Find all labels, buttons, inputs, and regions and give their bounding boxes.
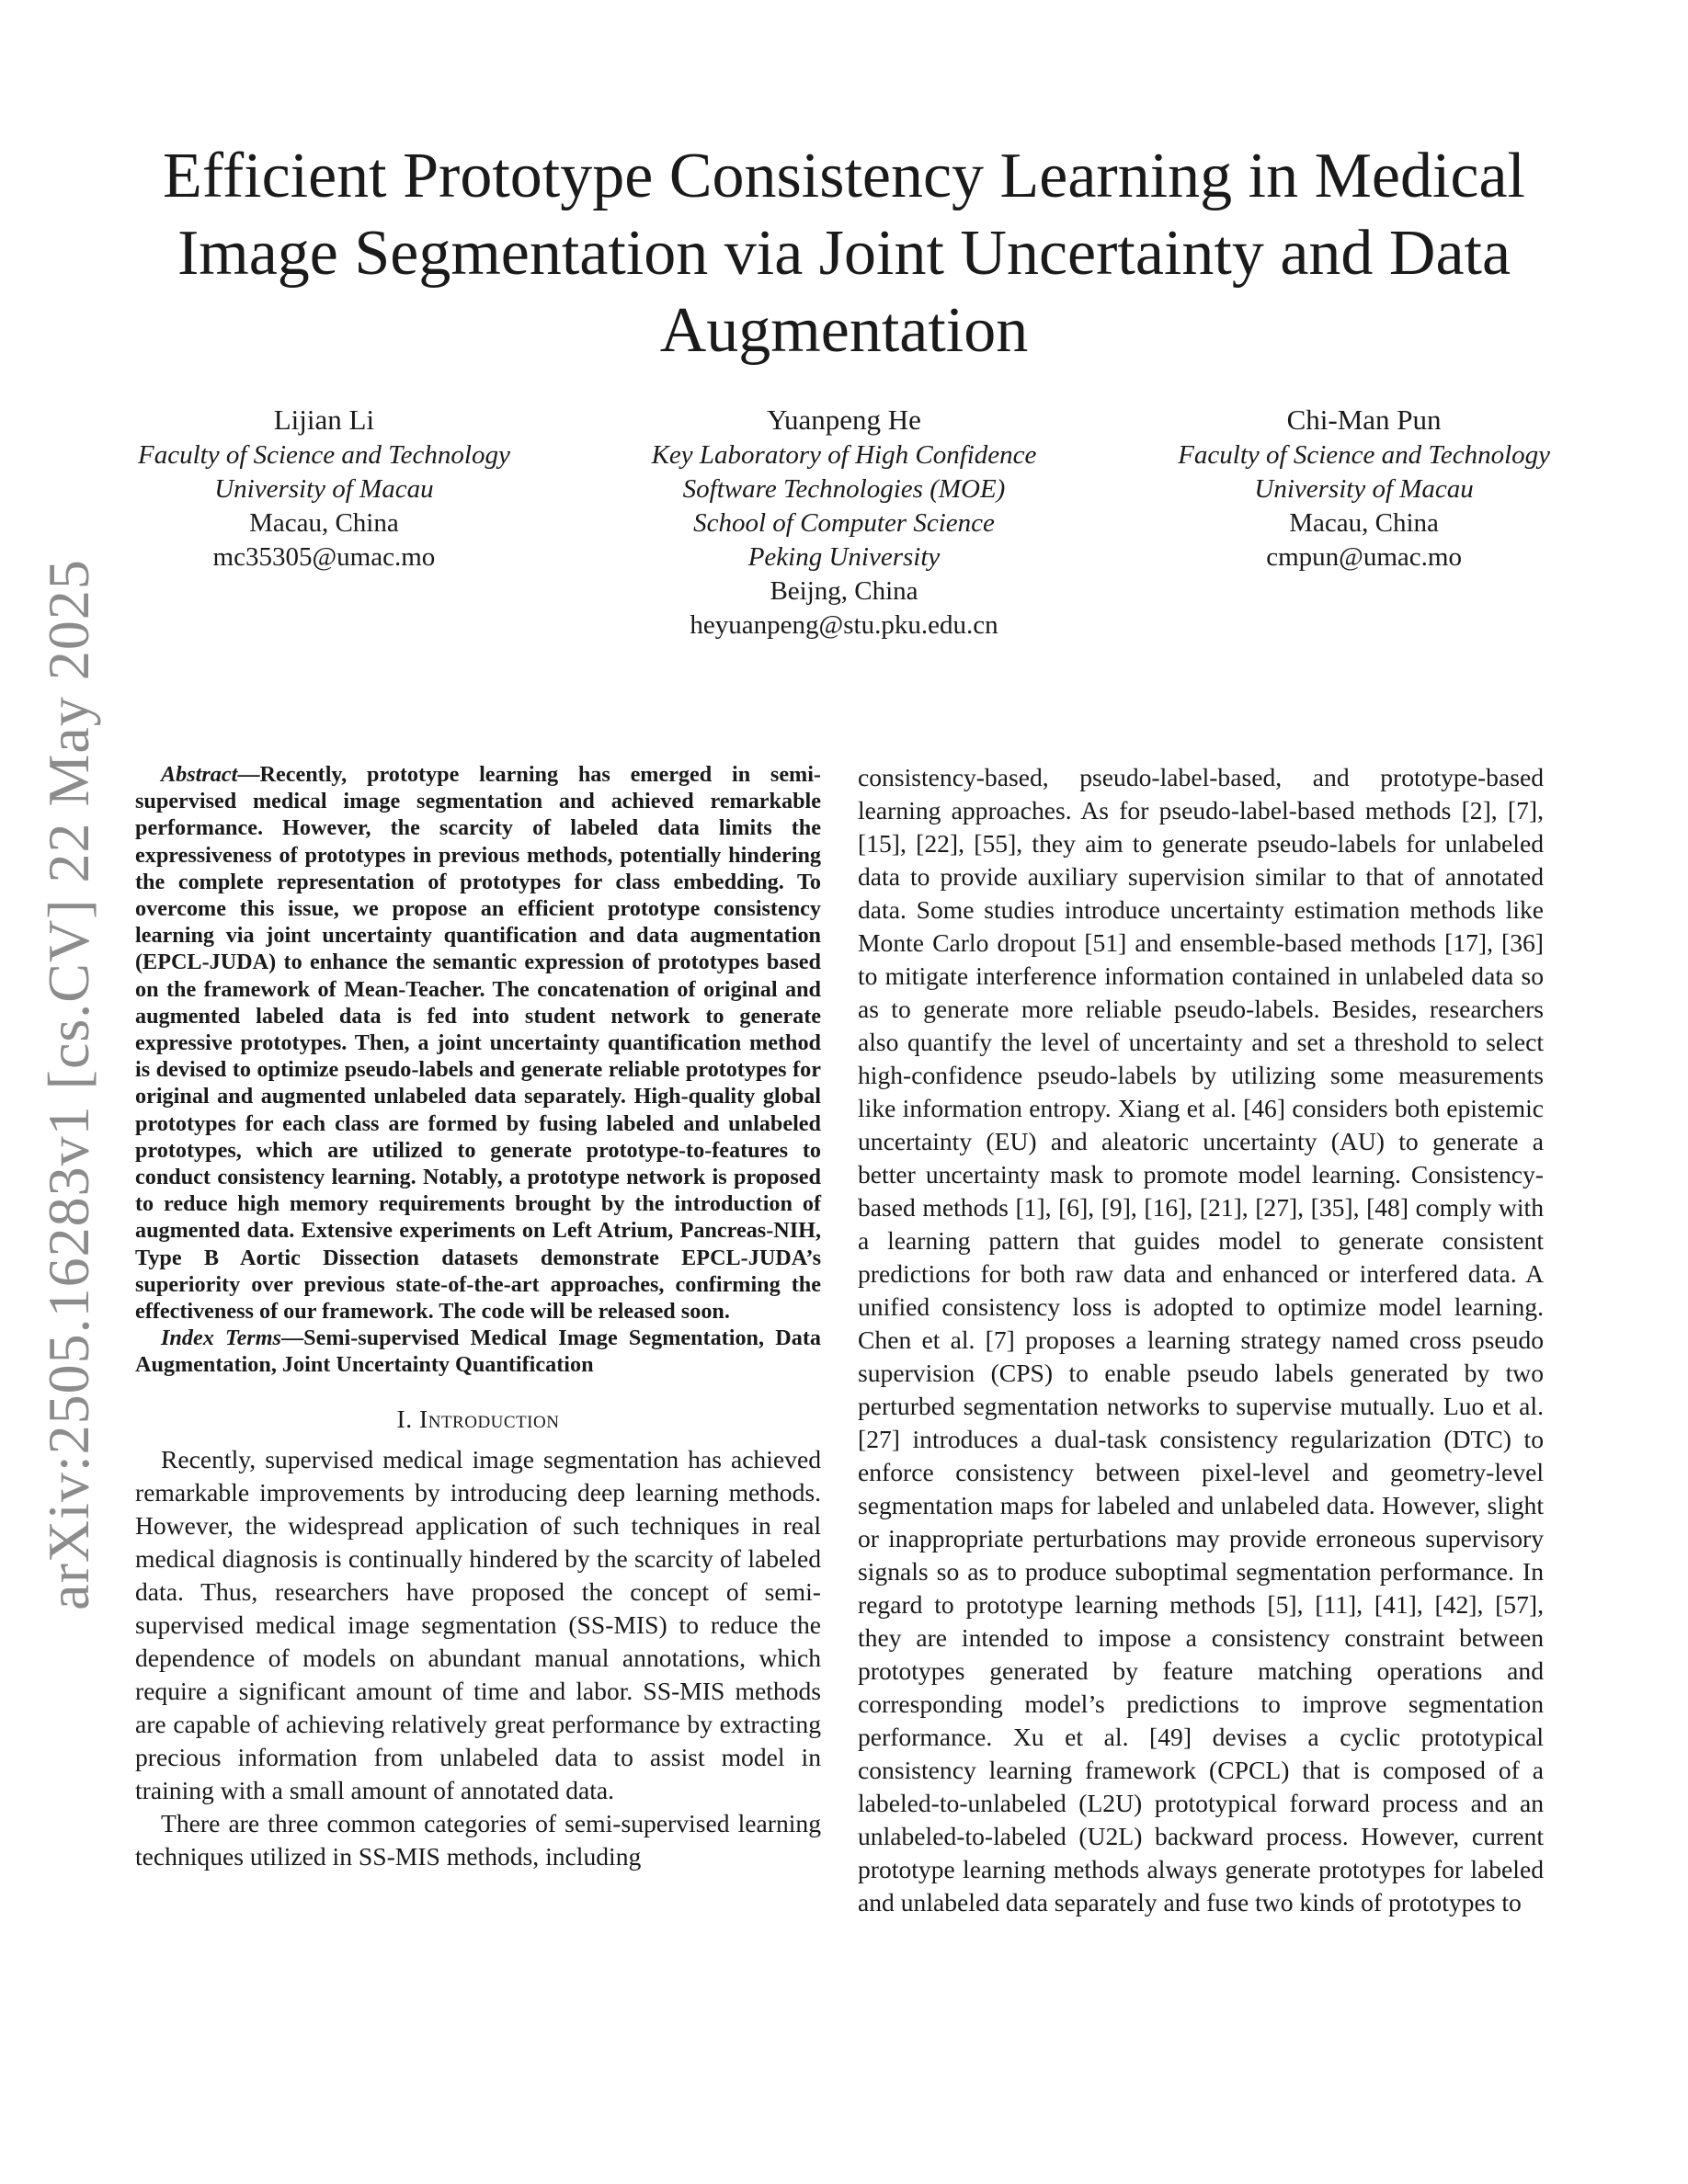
author-email: cmpun@umac.mo bbox=[1266, 542, 1462, 572]
index-terms bbox=[135, 1325, 821, 1378]
author-email: heyuanpeng@stu.pku.edu.cn bbox=[690, 610, 998, 640]
author-name: Yuanpeng He bbox=[767, 404, 921, 436]
arxiv-stamp bbox=[18, 559, 120, 1610]
author-location: Macau, China bbox=[249, 508, 399, 538]
index-terms-text: —Semi-supervised Medical Image Segmentation, Data Augmentation, Joint Uncertainty Quantification bbox=[135, 1325, 821, 1378]
author-location: Beijng, China bbox=[770, 576, 918, 606]
author-affiliation: Peking University bbox=[747, 542, 941, 572]
section-heading bbox=[135, 1403, 821, 1436]
author-block bbox=[138, 403, 1550, 643]
right-column bbox=[858, 761, 1544, 1919]
author-name: Lijian Li bbox=[273, 404, 375, 436]
left-column bbox=[135, 761, 821, 1873]
author-affiliation: University of Macau bbox=[1254, 474, 1474, 504]
author-name: Chi-Man Pun bbox=[1286, 404, 1442, 436]
intro-paragraph-1: Recently, supervised medical image segmentation has achieved remarkable improvements by introducing deep learning methods. However, the widespread application of such techniques in real medical diagnosis is continually hindered by the scarcity of labeled data. Thus, researchers have proposed the concept of semi-supervised medical image segmentation (SS-MIS) to reduce the dependence of models on abundant manual annotations, which require a significant amount of time and labor. SS-MIS methods are capable of achieving relatively great performance by extracting precious information from unlabeled data to assist model in training with a small amount of annotated data. bbox=[135, 1444, 821, 1804]
author-3 bbox=[1178, 403, 1550, 643]
author-email: mc35305@umac.mo bbox=[212, 542, 436, 572]
intro-paragraph-2-continued: consistency-based, pseudo-label-based, and prototype-based learning approaches. As for pseudo-label-based methods [2], [7], [15], [22], [55], they aim to generate pseudo-labels for unlabeled data to provide auxiliary supervision similar to that of annotated data. Some studies introduce uncertainty estimation methods like Monte Carlo dropout [51] and ensemble-based methods [17], [36] to mitigate interference information contained in unlabeled data so as to generate more reliable pseudo-labels. Besides, researchers also quantify the level of uncertainty and set a threshold to select high-confidence pseudo-labels by utilizing some measurements like information entropy. Xiang et al. [46] considers both epistemic uncertainty (EU) and aleatoric uncertainty (AU) to generate a better uncertainty mask to promote model learning. Consistency-based methods [1], [6], [9], [16], [21], [27], [35], [48] comply with a learning pattern that guides model to generate consistent predictions for both raw data and enhanced or interfered data. A unified consistency loss is adopted to optimize model learning. Chen et al. [7] proposes a learning strategy named cross pseudo supervision (CPS) to enable pseudo labels generated by two perturbed segmentation networks to supervise mutually. Luo et al. [27] introduces a dual-task consistency regularization (DTC) to enforce consistency between pixel-level and geometry-level segmentation maps for labeled and unlabeled data. However, slight or inappropriate perturbations may provide erroneous supervisory signals so as to produce suboptimal segmentation performance. In regard to prototype learning methods [5], [11], [41], [42], [57], they are intended to impose a consistency constraint between prototypes generated by feature matching operations and corresponding model’s predictions to improve segmentation performance. Xu et al. [49] devises a cyclic prototypical consistency learning framework (CPCL) that is composed of a labeled-to-unlabeled (L2U) prototypical forward process and an unlabeled-to-labeled (U2L) backward process. However, current prototype learning methods always generate prototypes for labeled and unlabeled data separately and fuse two kinds of prototypes to bbox=[858, 763, 1544, 1917]
author-2 bbox=[652, 403, 1037, 643]
section-heading-text: I. Introduction bbox=[396, 1404, 560, 1433]
author-affiliation: Key Laboratory of High Confidence bbox=[651, 440, 1037, 470]
author-1 bbox=[138, 403, 510, 643]
author-affiliation: Faculty of Science and Technology bbox=[1178, 440, 1550, 470]
author-affiliation: School of Computer Science bbox=[693, 508, 995, 538]
paper-title: Efficient Prototype Consistency Learning in Medical Image Segmentation via Joint Uncertainty and Data Augmentation bbox=[163, 141, 1525, 366]
author-affiliation: University of Macau bbox=[214, 474, 434, 504]
index-terms-label: Index Terms bbox=[161, 1325, 281, 1351]
abstract-text: —Recently, prototype learning has emerged in semi-supervised medical image segmentation and achieved remarkable performance. However, the scarcity of labeled data limits the expressiveness of prototypes in previous methods, potentially hindering the complete representation of prototypes for class embedding. To overcome this issue, we propose an efficient prototype consistency learning via joint uncertainty quantification and data augmentation (EPCL-JUDA) to enhance the semantic expression of prototypes based on the framework of Mean-Teacher. The concatenation of original and augmented labeled data is fed into student network to generate expressive prototypes. Then, a joint uncertainty quantification method is devised to optimize pseudo-labels and generate reliable prototypes for original and augmented unlabeled data separately. High-quality global prototypes for each class are formed by fusing labeled and unlabeled prototypes, which are utilized to generate prototype-to-features to conduct consistency learning. Notably, a prototype network is proposed to reduce high memory requirements brought by the introduction of augmented data. Extensive experiments on Left Atrium, Pancreas-NIH, Type B Aortic Dissection datasets demonstrate EPCL-JUDA’s superiority over previous state-of-the-art approaches, confirming the effectiveness of our framework. The code will be released soon. bbox=[135, 762, 821, 1325]
abstract bbox=[135, 761, 821, 1325]
abstract-label: Abstract bbox=[161, 762, 238, 787]
author-affiliation: Software Technologies (MOE) bbox=[682, 474, 1006, 504]
intro-paragraph-2-start: There are three common categories of semi-supervised learning techniques utilized in SS-MIS methods, including bbox=[135, 1808, 821, 1871]
arxiv-identifier: arXiv:2505.16283v1 [cs.CV] 22 May 2025 bbox=[36, 559, 101, 1610]
author-affiliation: Faculty of Science and Technology bbox=[138, 440, 510, 470]
author-location: Macau, China bbox=[1289, 508, 1439, 538]
